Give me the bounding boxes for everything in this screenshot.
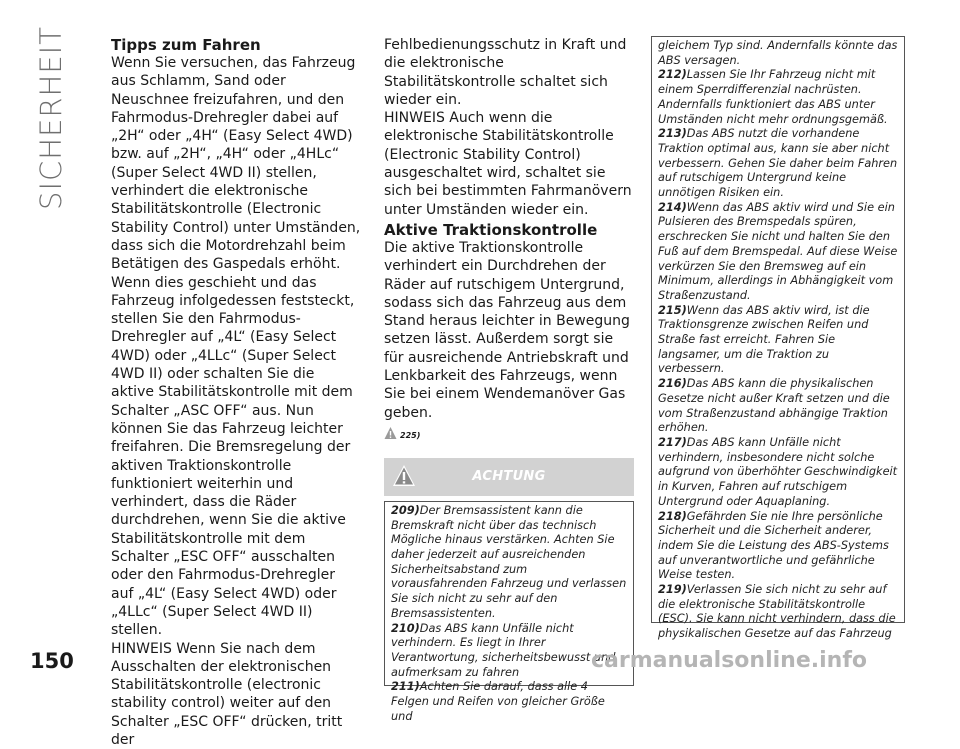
reference-number: 225) — [400, 431, 420, 440]
note-item — [658, 127, 898, 201]
section-label — [20, 28, 82, 208]
heading-driving-tips: Tipps zum Fahren — [111, 36, 361, 54]
note-number: 212) — [658, 68, 687, 81]
warning-reference-icon — [384, 426, 397, 440]
note-text: Das ABS kann die physikalischen Gesetze nicht außer Kraft setzen und die vom Straßenzustand abhängige Traktion erhöhen. — [658, 377, 890, 434]
reference-marker — [384, 426, 634, 440]
warning-title: ACHTUNG — [384, 469, 634, 484]
note-text: Achten Sie darauf, dass alle 4 Felgen und Reifen von gleicher Größe und — [391, 680, 605, 722]
paragraph-continued: Fehlbedienungsschutz in Kraft und die elektronische Stabilitätskontrolle schaltet sich wieder ein. — [384, 36, 634, 109]
note-number: 216) — [658, 377, 687, 390]
note-number: 217) — [658, 436, 687, 449]
warning-header — [384, 458, 634, 496]
note-number: 209) — [391, 504, 420, 517]
note-text: Wenn das ABS aktiv wird, ist die Traktionsgrenze zwischen Reifen und Straße fast erreicht. Fahren Sie langsamer, um die Traktion zu verbessern. — [658, 304, 870, 376]
note-text: Gefährden Sie nie Ihre persönliche Sicherheit und die Sicherheit anderer, indem Sie die Leistung des ABS-Systems auf unverantwortliche und gefährliche Weise testen. — [658, 510, 889, 582]
note-text: Das ABS nutzt die vorhandene Traktion optimal aus, kann sie aber nicht verbessern. Gehen Sie daher beim Fahren auf rutschigem Untergrund keine unnötigen Risiken ein. — [658, 127, 897, 199]
note-number: 219) — [658, 583, 687, 596]
warning-box-continued — [651, 36, 905, 623]
note-item — [658, 201, 898, 304]
heading-traction-control: Aktive Traktionskontrolle — [384, 221, 634, 239]
note-number: 210) — [391, 622, 420, 635]
paragraph-traction-control: Die aktive Traktionskontrolle verhindert ein Durchdrehen der Räder auf rutschigem Untergrund, sodass sich das Fahrzeug aus dem Stand heraus leichter in Bewegung setzen lässt. Außerdem sorgt sie für ausreichende Antriebskraft und Lenkbarkeit des Fahrzeugs, wenn Sie bei einem Wendemanöver Gas geben. — [384, 239, 634, 422]
note-item — [391, 680, 627, 724]
note-continued: gleichem Typ sind. Andernfalls könnte das ABS versagen. — [658, 39, 898, 68]
column-2 — [384, 36, 634, 686]
note-text: Lassen Sie Ihr Fahrzeug nicht mit einem Sperrdifferenzial nachrüsten. Andernfalls funktioniert das ABS unter Umständen nicht mehr ordnungsgemäß. — [658, 68, 888, 125]
paragraph-note-esc: HINWEIS Wenn Sie nach dem Ausschalten der elektronischen Stabilitätskontrolle (electronic stability control) weiter auf den Schalter „ESC OFF“ drücken, tritt der — [111, 640, 361, 749]
watermark-link[interactable]: carmanualsonline.info — [591, 648, 867, 673]
note-number: 214) — [658, 201, 687, 214]
paragraph-driving-tips: Wenn Sie versuchen, das Fahrzeug aus Schlamm, Sand oder Neuschnee freizufahren, und den Fahrmodus-Drehregler dabei auf „2H“ oder „4H“ (Easy Select 4WD) bzw. auf „2H“, „4H“ oder „4HLc“ (Super Select 4WD II) stellen, verhindert die elektronische Stabilitätskontrolle (Electronic Stability Control) unter Umständen, dass sich die Motordrehzahl beim Betätigen des Gaspedals erhöht. Wenn dies geschieht und das Fahrzeug infolgedessen feststeckt, stellen Sie den Fahrmodus-Drehregler auf „4L“ (Easy Select 4WD) oder „4LLc“ (Super Select 4WD II) oder schalten Sie die aktive Stabilitätskontrolle mit dem Schalter „ASC OFF“ aus. Nun können Sie das Fahrzeug leichter freifahren. Die Bremsregelung der aktiven Traktionskontrolle funktioniert weiterhin und verhindert, dass die Räder durchdrehen, wenn Sie die aktive Stabilitätskontrolle mit dem Schalter „ESC OFF“ ausschalten oder den Fahrmodus-Drehregler auf „4L“ (Easy Select 4WD) oder „4LLc“ (Super Select 4WD II) stellen. — [111, 54, 361, 640]
column-3 — [651, 36, 905, 623]
note-item — [658, 583, 898, 642]
note-text: Das ABS kann Unfälle nicht verhindern, insbesondere nicht solche aufgrund von überhöhter Geschwindigkeit in Kurven, Fahren auf rutschigem Untergrund oder Aquaplaning. — [658, 436, 897, 508]
note-text: Das ABS kann Unfälle nicht verhindern. Es liegt in Ihrer Verantwortung, sicherheitsbewusst und aufmerksam zu fahren — [391, 622, 615, 679]
note-item — [391, 504, 627, 622]
page-number: 150 — [30, 649, 74, 673]
note-text: Der Bremsassistent kann die Bremskraft nicht über das technisch Mögliche hinaus verstärken. Achten Sie daher jederzeit auf ausreichenden Sicherheitsabstand zum vorausfahrenden Fahrzeug und verlassen Sie sich nicht zu sehr auf den Bremsassistenten. — [391, 504, 626, 620]
note-text: Verlassen Sie sich nicht zu sehr auf die elektronische Stabilitätskontrolle (ESC). Sie kann nicht verhindern, dass die physikalischen Gesetze auf das Fahrzeug — [658, 583, 896, 640]
note-item — [658, 377, 898, 436]
column-1 — [111, 36, 361, 749]
note-number: 213) — [658, 127, 687, 140]
note-item — [658, 68, 898, 127]
note-text: Wenn das ABS aktiv wird und Sie ein Pulsieren des Bremspedals spüren, erschrecken Sie nicht und halten Sie den Fuß auf dem Bremspedal. Auf diese Weise verkürzen Sie den Bremsweg auf ein Minimum, allerdings in Abhängigkeit vom Straßenzustand. — [658, 201, 897, 302]
section-label-text: SICHERHEIT — [34, 26, 68, 210]
note-number: 211) — [391, 680, 420, 693]
note-number: 215) — [658, 304, 687, 317]
note-item — [658, 304, 898, 378]
note-item — [658, 510, 898, 584]
note-item — [658, 436, 898, 510]
paragraph-note-esc-reactivate: HINWEIS Auch wenn die elektronische Stabilitätskontrolle (Electronic Stability Control) ausgeschaltet wird, schaltet sie sich bei bestimmten Fahrmanövern unter Umständen wieder ein. — [384, 109, 634, 219]
note-number: 218) — [658, 510, 687, 523]
